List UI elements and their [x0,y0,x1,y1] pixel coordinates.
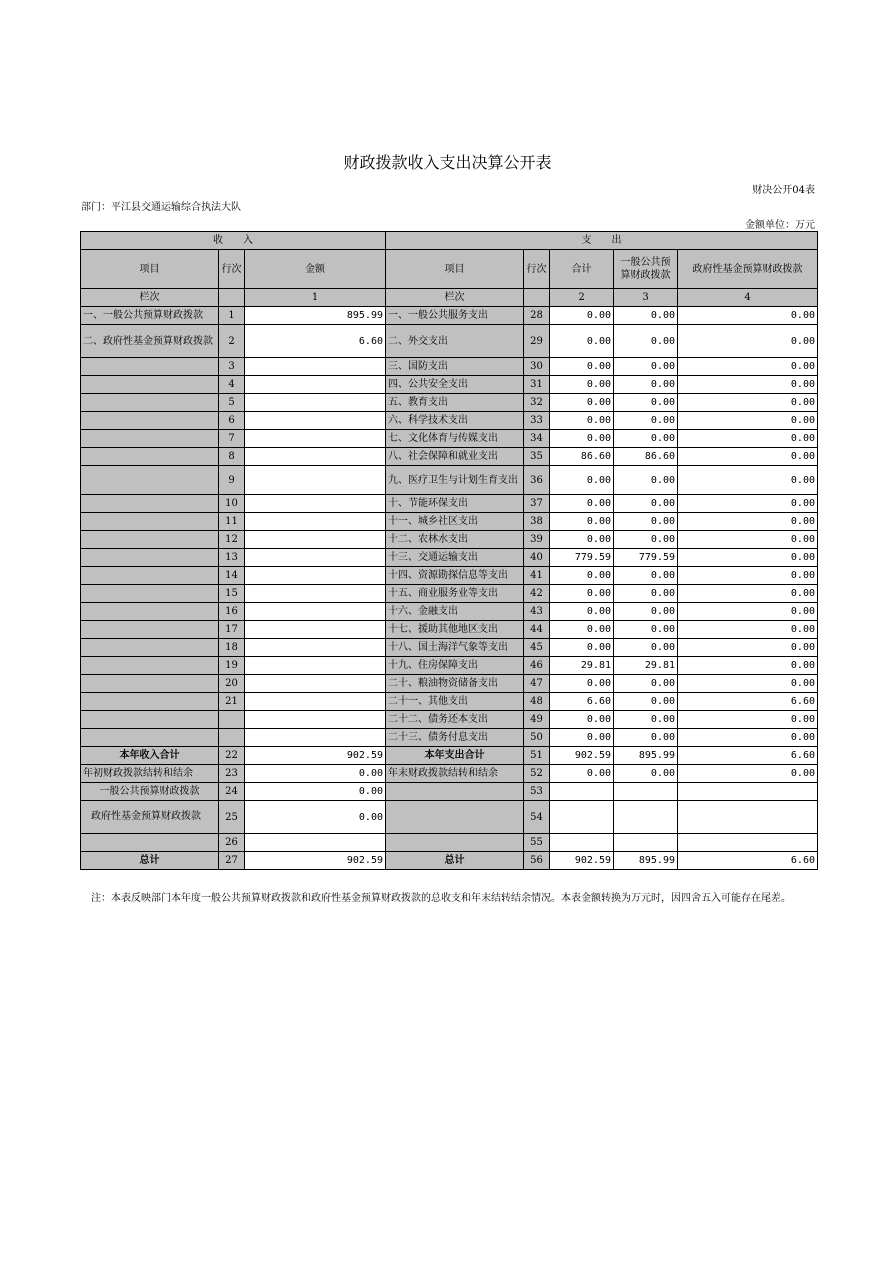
income-amount [245,585,386,603]
general-value: 0.00 [614,466,678,495]
row-no: 34 [524,430,550,448]
expense-item: 四、公共安全支出 [386,376,524,394]
table-body [81,307,818,747]
table-row [81,358,818,376]
income-item [81,430,219,448]
general-value: 0.00 [614,621,678,639]
fund-value: 0.00 [678,358,818,376]
row-no [219,729,245,747]
fund-value: 0.00 [678,430,818,448]
table-row [81,466,818,495]
department-label: 部门：平江县交通运输综合执法大队 [81,202,241,213]
general-value: 0.00 [614,495,678,513]
expense-item: 二十一、其他支出 [386,693,524,711]
general-value: 86.60 [614,448,678,466]
col-index-1: 1 [245,289,386,307]
row-no: 10 [219,495,245,513]
col-income-item: 项目 [81,250,219,289]
income-amount: 6.60 [245,325,386,358]
table-row [81,448,818,466]
fund-value: 0.00 [678,531,818,549]
row-no: 16 [219,603,245,621]
income-amount [245,657,386,675]
expense-item: 十一、城乡社区支出 [386,513,524,531]
row-no: 25 [219,801,245,834]
general-value: 779.59 [614,549,678,567]
total-value: 0.00 [550,376,614,394]
row-no: 28 [524,307,550,325]
begin-balance-label: 年初财政拨款结转和结余 [81,765,219,783]
total-value: 0.00 [550,430,614,448]
col-index-label: 栏次 [386,289,524,307]
total-value: 0.00 [550,466,614,495]
row-no: 29 [524,325,550,358]
table-row [81,531,818,549]
grand-total-amount: 902.59 [245,852,386,870]
income-amount [245,693,386,711]
total-value: 0.00 [550,531,614,549]
expense-item: 九、医疗卫生与计划生育支出 [386,466,524,495]
row-no: 46 [524,657,550,675]
income-item [81,657,219,675]
income-item [81,412,219,430]
table-row [81,711,818,729]
general-value: 0.00 [614,307,678,325]
fund-value: 0.00 [678,307,818,325]
total-value: 0.00 [550,513,614,531]
income-amount [245,412,386,430]
row-no: 40 [524,549,550,567]
total-value: 0.00 [550,394,614,412]
fund-value: 6.60 [678,693,818,711]
income-amount [245,376,386,394]
row-no: 35 [524,448,550,466]
income-amount [245,394,386,412]
total-value: 0.00 [550,585,614,603]
expense-item: 一、一般公共服务支出 [386,307,524,325]
income-item [81,531,219,549]
col-income-rowno: 行次 [219,250,245,289]
general-value: 29.81 [614,657,678,675]
table-row [81,621,818,639]
expense-item: 十、节能环保支出 [386,495,524,513]
income-item [81,585,219,603]
row-no: 12 [219,531,245,549]
table-row [81,549,818,567]
grand-expense-fund: 6.60 [678,852,818,870]
row-no: 21 [219,693,245,711]
general-value: 0.00 [614,412,678,430]
table-row [81,657,818,675]
row-no: 32 [524,394,550,412]
fund-value: 0.00 [678,513,818,531]
fund-value: 0.00 [678,325,818,358]
income-amount [245,729,386,747]
expense-item: 六、科学技术支出 [386,412,524,430]
table-row [81,693,818,711]
row-no: 6 [219,412,245,430]
fund-value: 0.00 [678,448,818,466]
income-amount [245,448,386,466]
total-value: 0.00 [550,639,614,657]
row-no: 2 [219,325,245,358]
expense-item: 十二、农林水支出 [386,531,524,549]
income-amount [245,603,386,621]
row-no [219,711,245,729]
expense-item: 五、教育支出 [386,394,524,412]
total-value: 0.00 [550,675,614,693]
general-value: 0.00 [614,603,678,621]
col-fund: 政府性基金预算财政拨款 [678,250,818,289]
expense-header: 支 出 [386,232,818,250]
row-no: 38 [524,513,550,531]
end-balance-label: 年末财政拨款结转和结余 [386,765,524,783]
total-value: 0.00 [550,603,614,621]
col-index-label: 栏次 [81,289,219,307]
general-value: 0.00 [614,693,678,711]
expense-item: 十八、国土海洋气象等支出 [386,639,524,657]
row-no: 22 [219,747,245,765]
general-value: 0.00 [614,729,678,747]
expense-item: 三、国防支出 [386,358,524,376]
table-row [81,585,818,603]
income-item [81,358,219,376]
fund-value: 0.00 [678,394,818,412]
row-no: 43 [524,603,550,621]
income-amount [245,495,386,513]
fund-value: 0.00 [678,711,818,729]
general-value: 0.00 [614,376,678,394]
table-row [81,307,818,325]
expense-item: 二十二、债务还本支出 [386,711,524,729]
income-item [81,621,219,639]
general-value: 0.00 [614,567,678,585]
table-row [81,729,818,747]
table-row [81,376,818,394]
row-no: 47 [524,675,550,693]
fund-value: 0.00 [678,412,818,430]
fund-value: 0.00 [678,603,818,621]
total-value: 0.00 [550,358,614,376]
general-value: 0.00 [614,513,678,531]
grand-expense-general: 895.99 [614,852,678,870]
income-total-amount: 902.59 [245,747,386,765]
income-item [81,495,219,513]
table-row [81,430,818,448]
footnote: 注：本表反映部门本年度一般公共预算财政拨款和政府性基金预算财政拨款的总收支和年末结转结余情况。本表金额转换为万元时，因四舍五入可能存在尾差。 [91,893,791,904]
fund-value: 0.00 [678,729,818,747]
table-row [81,567,818,585]
income-amount [245,567,386,585]
expense-item: 八、社会保障和就业支出 [386,448,524,466]
income-item [81,639,219,657]
row-no: 36 [524,466,550,495]
col-expense-rowno: 行次 [524,250,550,289]
income-header: 收 入 [81,232,386,250]
col-general: 一般公共预算财政拨款 [614,250,678,289]
grand-total-label: 总计 [81,852,219,870]
income-amount [245,531,386,549]
table-row [81,603,818,621]
row-no: 49 [524,711,550,729]
table-row [81,412,818,430]
income-amount [245,711,386,729]
col-index-4: 4 [678,289,818,307]
row-no: 39 [524,531,550,549]
row-no: 26 [219,834,245,852]
col-expense-item: 项目 [386,250,524,289]
general-value: 0.00 [614,639,678,657]
table-code: 财决公开04表 [752,185,815,196]
row-no: 44 [524,621,550,639]
row-no: 48 [524,693,550,711]
general-value: 0.00 [614,531,678,549]
income-amount [245,466,386,495]
row-no: 53 [524,783,550,801]
row-no: 4 [219,376,245,394]
income-item [81,466,219,495]
row-no: 27 [219,852,245,870]
row-no: 20 [219,675,245,693]
total-value: 0.00 [550,567,614,585]
row-no: 37 [524,495,550,513]
budget-table [80,231,818,870]
expense-general: 895.99 [614,747,678,765]
row-no: 52 [524,765,550,783]
income-item [81,711,219,729]
fund-value: 0.00 [678,567,818,585]
row-no: 7 [219,430,245,448]
row-no: 15 [219,585,245,603]
row-no: 55 [524,834,550,852]
expense-item: 十三、交通运输支出 [386,549,524,567]
fund-value: 0.00 [678,549,818,567]
end-balance-general: 0.00 [614,765,678,783]
table-row [81,675,818,693]
total-value: 0.00 [550,307,614,325]
income-total-label: 本年收入合计 [81,747,219,765]
income-item [81,675,219,693]
general-value: 0.00 [614,430,678,448]
row-no: 45 [524,639,550,657]
income-item [81,567,219,585]
row-no: 17 [219,621,245,639]
fund-value: 0.00 [678,639,818,657]
total-value: 86.60 [550,448,614,466]
total-value: 0.00 [550,325,614,358]
income-amount [245,675,386,693]
end-balance-total: 0.00 [550,765,614,783]
income-item [81,603,219,621]
row-no: 31 [524,376,550,394]
income-amount [245,513,386,531]
fund-value: 0.00 [678,621,818,639]
row-no: 30 [524,358,550,376]
row-no: 11 [219,513,245,531]
expense-item: 十七、援助其他地区支出 [386,621,524,639]
total-value: 0.00 [550,729,614,747]
expense-item: 十六、金融支出 [386,603,524,621]
row-no: 50 [524,729,550,747]
row-no: 42 [524,585,550,603]
income-item: 二、政府性基金预算财政拨款 [81,325,219,358]
col-total: 合计 [550,250,614,289]
total-value: 0.00 [550,412,614,430]
total-value: 779.59 [550,549,614,567]
expense-item: 二、外交支出 [386,325,524,358]
expense-item: 十五、商业服务业等支出 [386,585,524,603]
row-no: 19 [219,657,245,675]
fund-value: 0.00 [678,675,818,693]
fund-value: 0.00 [678,376,818,394]
begin-balance-amount: 0.00 [245,765,386,783]
expense-fund: 6.60 [678,747,818,765]
income-amount [245,639,386,657]
page-title: 财政拨款收入支出决算公开表 [343,153,552,172]
income-amount [245,621,386,639]
row-no: 18 [219,639,245,657]
general-carry-label: 一般公共预算财政拨款 [81,783,219,801]
expense-total-label: 本年支出合计 [386,747,524,765]
total-value: 0.00 [550,711,614,729]
general-carry-amount: 0.00 [245,783,386,801]
row-no: 51 [524,747,550,765]
income-item [81,693,219,711]
total-value: 6.60 [550,693,614,711]
general-value: 0.00 [614,394,678,412]
row-no: 33 [524,412,550,430]
row-no: 8 [219,448,245,466]
table-row [81,513,818,531]
row-no: 3 [219,358,245,376]
row-no: 13 [219,549,245,567]
grand-expense-label: 总计 [386,852,524,870]
general-value: 0.00 [614,675,678,693]
expense-item: 七、文化体育与传媒支出 [386,430,524,448]
fund-value: 0.00 [678,657,818,675]
general-value: 0.00 [614,711,678,729]
total-value: 0.00 [550,621,614,639]
general-value: 0.00 [614,325,678,358]
income-amount [245,549,386,567]
expense-total: 902.59 [550,747,614,765]
total-value: 29.81 [550,657,614,675]
income-item [81,513,219,531]
row-no: 41 [524,567,550,585]
income-item [81,549,219,567]
expense-item: 十四、资源勘探信息等支出 [386,567,524,585]
table-row [81,325,818,358]
fund-value: 0.00 [678,585,818,603]
row-no: 56 [524,852,550,870]
end-balance-fund: 0.00 [678,765,818,783]
col-index-3: 3 [614,289,678,307]
fund-carry-label: 政府性基金预算财政拨款 [81,801,219,834]
table-row [81,495,818,513]
col-index-2: 2 [550,289,614,307]
row-no: 9 [219,466,245,495]
row-no: 1 [219,307,245,325]
row-no: 23 [219,765,245,783]
fund-value: 0.00 [678,466,818,495]
row-no: 54 [524,801,550,834]
income-item: 一、一般公共预算财政拨款 [81,307,219,325]
expense-item: 二十、粮油物资储备支出 [386,675,524,693]
income-amount [245,430,386,448]
grand-expense-total: 902.59 [550,852,614,870]
col-income-amount: 金额 [245,250,386,289]
income-item [81,729,219,747]
row-no: 24 [219,783,245,801]
general-value: 0.00 [614,358,678,376]
income-item [81,448,219,466]
income-item [81,394,219,412]
table-row [81,394,818,412]
income-amount: 895.99 [245,307,386,325]
fund-carry-amount: 0.00 [245,801,386,834]
row-no: 14 [219,567,245,585]
general-value: 0.00 [614,585,678,603]
income-amount [245,358,386,376]
row-no: 5 [219,394,245,412]
expense-item: 十九、住房保障支出 [386,657,524,675]
fund-value: 0.00 [678,495,818,513]
table-row [81,639,818,657]
unit-label: 金额单位：万元 [745,220,815,231]
income-item [81,376,219,394]
expense-item: 二十三、债务付息支出 [386,729,524,747]
total-value: 0.00 [550,495,614,513]
